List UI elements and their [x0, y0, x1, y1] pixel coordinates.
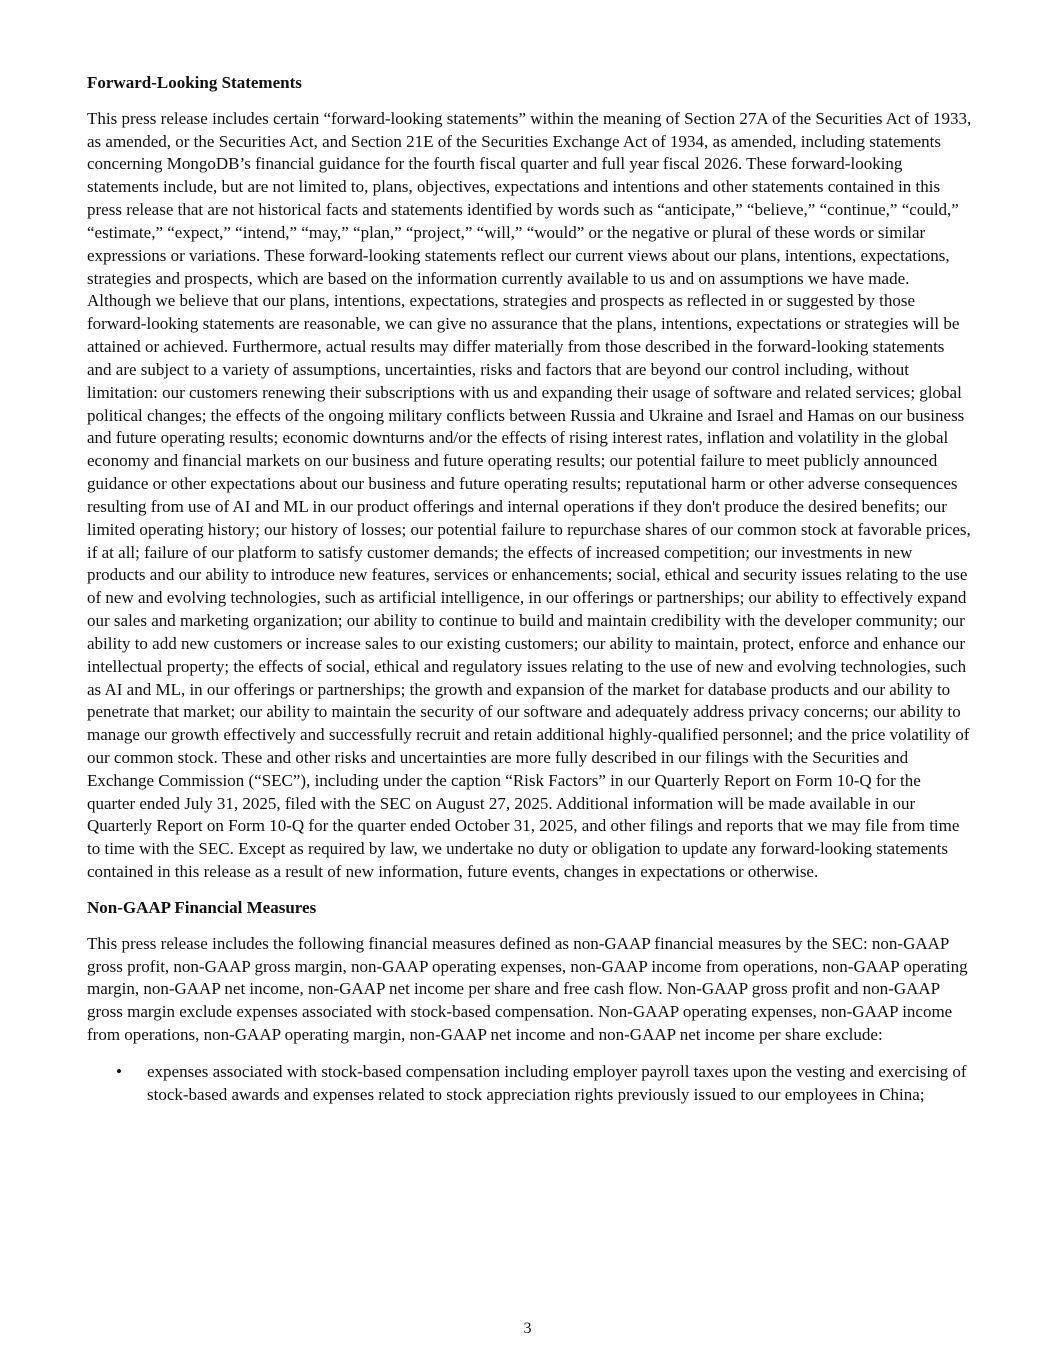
bullet-marker: •: [116, 1061, 122, 1081]
list-item-text: expenses associated with stock-based compensation including employer payroll taxes upon the vesting and exercising of stock-based awards and expenses related to stock appreciation rights previously issued to our employees in China;: [147, 1061, 967, 1104]
document-page: [87, 70, 973, 1107]
list-item: [87, 1061, 973, 1107]
non-gaap-heading: Non-GAAP Financial Measures: [87, 897, 317, 917]
forward-looking-heading: Forward-Looking Statements: [87, 73, 302, 92]
forward-looking-paragraph: This press release includes certain “forward-looking statements” within the meaning of Section 27A of the Securities Act of 1933, as amended, or the Securities Act, and Section 21E of the Securities Exchange Act of 1934, as amended, including statements concerning MongoDB’s financial guidance for the fourth fiscal quarter and full year fiscal 2026. These forward-looking statements include, but are not limited to, plans, objectives, expectations and intentions and other statements contained in this press release that are not historical facts and statements identified by words such as “anticipate,” “believe,” “continue,” “could,” “estimate,” “expect,” “intend,” “may,” “plan,” “project,” “will,” “would” or the negative or plural of these words or similar expressions or variations. These forward-looking statements reflect our current views about our plans, intentions, expectations, strategies and prospects, which are based on the information currently available to us and on assumptions we have made. Although we believe that our plans, intentions, expectations, strategies and prospects as reflected in or suggested by those forward-looking statements are reasonable, we can give no assurance that the plans, intentions, expectations or strategies will be attained or achieved. Furthermore, actual results may differ materially from those described in the forward-looking statements and are subject to a variety of assumptions, uncertainties, risks and factors that are beyond our control including, without limitation: our customers renewing their subscriptions with us and expanding their usage of software and related services; global political changes; the effects of the ongoing military conflicts between Russia and Ukraine and Israel and Hamas on our business and future operating results; economic downturns and/or the effects of rising interest rates, inflation and volatility in the global economy and financial markets on our business and future operating results; our potential failure to meet publicly announced guidance or other expectations about our business and future operating results; reputational harm or other adverse consequences resulting from use of AI and ML in our product offerings and internal operations if they don't produce the desired benefits; our limited operating history; our history of losses; our potential failure to repurchase shares of our common stock at favorable prices, if at all; failure of our platform to satisfy customer demands; the effects of increased competition; our investments in new products and our ability to introduce new features, services or enhancements; social, ethical and security issues relating to the use of new and evolving technologies, such as artificial intelligence, in our offerings or partnerships; our ability to effectively expand our sales and marketing organization; our ability to continue to build and maintain credibility with the developer community; our ability to add new customers or increase sales to our existing customers; our ability to maintain, protect, enforce and enhance our intellectual property; the effects of social, ethical and regulatory issues relating to the use of new and evolving technologies, such as AI and ML, in our offerings or partnerships; the growth and expansion of the market for database products and our ability to penetrate that market; our ability to maintain the security of our software and adequately address privacy concerns; our ability to manage our growth effectively and successfully recruit and retain additional highly-qualified personnel; and the price volatility of our common stock. These and other risks and uncertainties are more fully described in our filings with the Securities and Exchange Commission (“SEC”), including under the caption “Risk Factors” in our Quarterly Report on Form 10-Q for the quarter ended July 31, 2025, filed with the SEC on August 27, 2025. Additional information will be made available in our Quarterly Report on Form 10-Q for the quarter ended October 31, 2025, and other filings and reports that we may file from time to time with the SEC. Except as required by law, we undertake no duty or obligation to update any forward-looking statements contained in this release as a result of new information, future events, changes in expectations or otherwise.: [87, 108, 972, 882]
exclusions-list: [87, 1061, 973, 1107]
non-gaap-paragraph: This press release includes the following financial measures defined as non-GAAP financial measures by the SEC: non-GAAP gross profit, non-GAAP gross margin, non-GAAP operating expenses, non-GAAP income from operations, non-GAAP operating margin, non-GAAP net income, non-GAAP net income per share and free cash flow. Non-GAAP gross profit and non-GAAP gross margin exclude expenses associated with stock-based compensation. Non-GAAP operating expenses, non-GAAP income from operations, non-GAAP operating margin, non-GAAP net income and non-GAAP net income per share exclude:: [87, 933, 968, 1045]
page-number: 3: [523, 1320, 532, 1337]
